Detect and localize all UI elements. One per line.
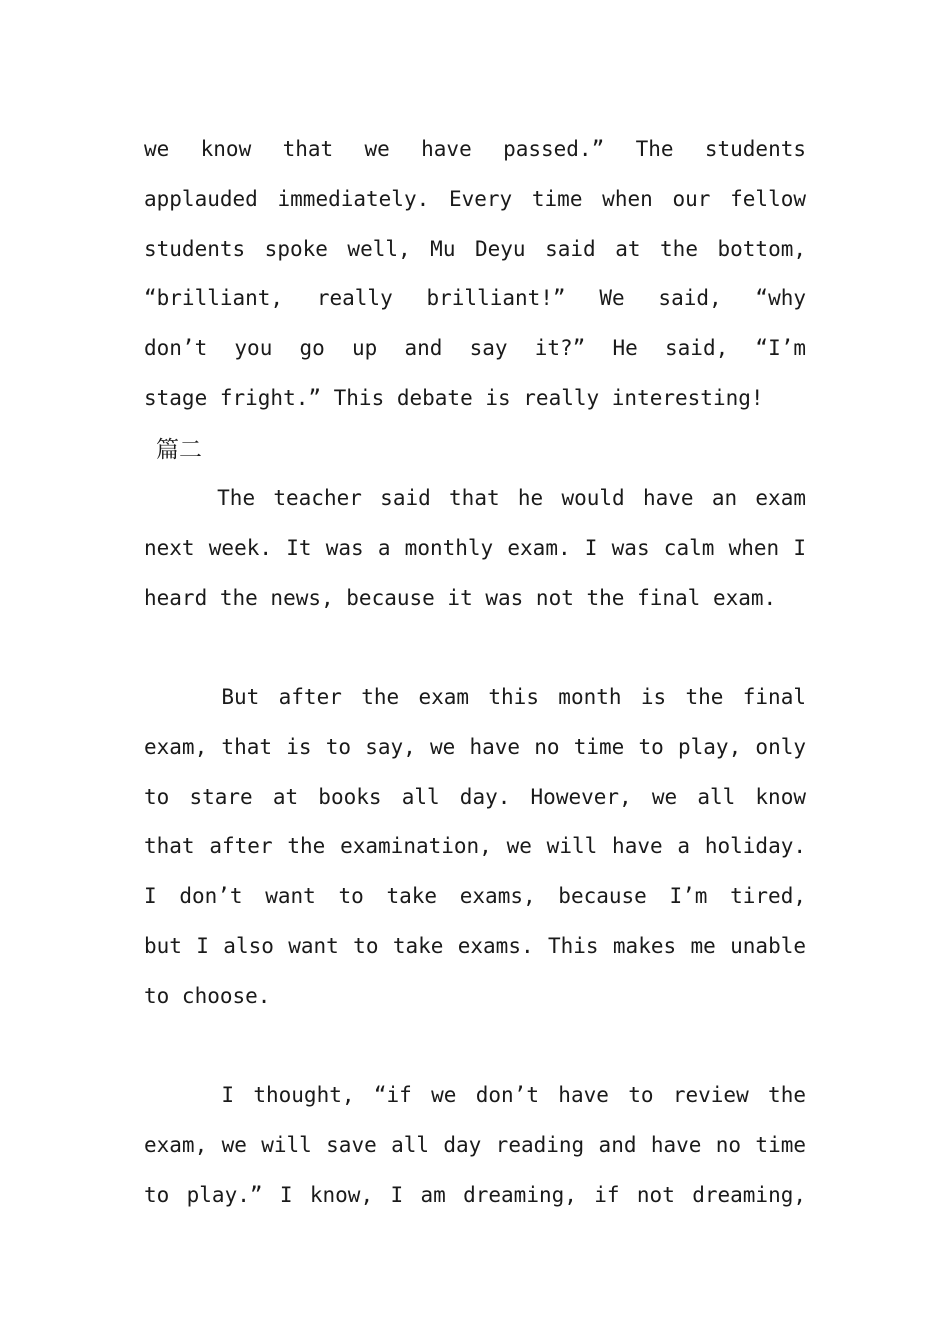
text-line: stage fright.” This debate is really interesting! <box>144 385 764 410</box>
text-line: next week. It was a monthly exam. I was calm when I <box>144 535 806 560</box>
text-line: that after the examination, we will have a holiday. <box>144 834 806 859</box>
paragraph-thought <box>144 1071 806 1220</box>
text-line: to stare at books all day. However, we all know <box>144 784 806 809</box>
text-line: I thought, “if we don’t have to review the <box>144 1083 806 1107</box>
text-line: “brilliant, really brilliant!” We said, “why <box>144 286 806 311</box>
text-line: The teacher said that he would have an exam <box>144 486 806 510</box>
text-line: But after the exam this month is the final <box>144 685 806 709</box>
text-line: don’t you go up and say it?” He said, “I’m <box>144 336 806 361</box>
text-line: I don’t want to take exams, because I’m tired, <box>144 884 806 909</box>
paragraph-final-exam <box>144 673 806 1022</box>
text-line: applauded immediately. Every time when our fellow <box>144 186 806 211</box>
text-line: to play.” I know, I am dreaming, if not dreaming, <box>144 1182 806 1207</box>
text-line: heard the news, because it was not the final exam. <box>144 585 777 610</box>
text-line: to choose. <box>144 983 271 1008</box>
section-heading: 篇二 <box>156 437 202 463</box>
text-line: we know that we have passed.” The students <box>144 137 806 161</box>
text-line: exam, that is to say, we have no time to play, only <box>144 734 806 759</box>
text-line: students spoke well, Mu Deyu said at the bottom, <box>144 236 806 261</box>
paragraph-exam-news <box>144 474 806 623</box>
paragraph-debate-ending <box>144 125 806 424</box>
text-line: but I also want to take exams. This makes me unable <box>144 933 806 958</box>
text-line: exam, we will save all day reading and have no time <box>144 1132 806 1157</box>
